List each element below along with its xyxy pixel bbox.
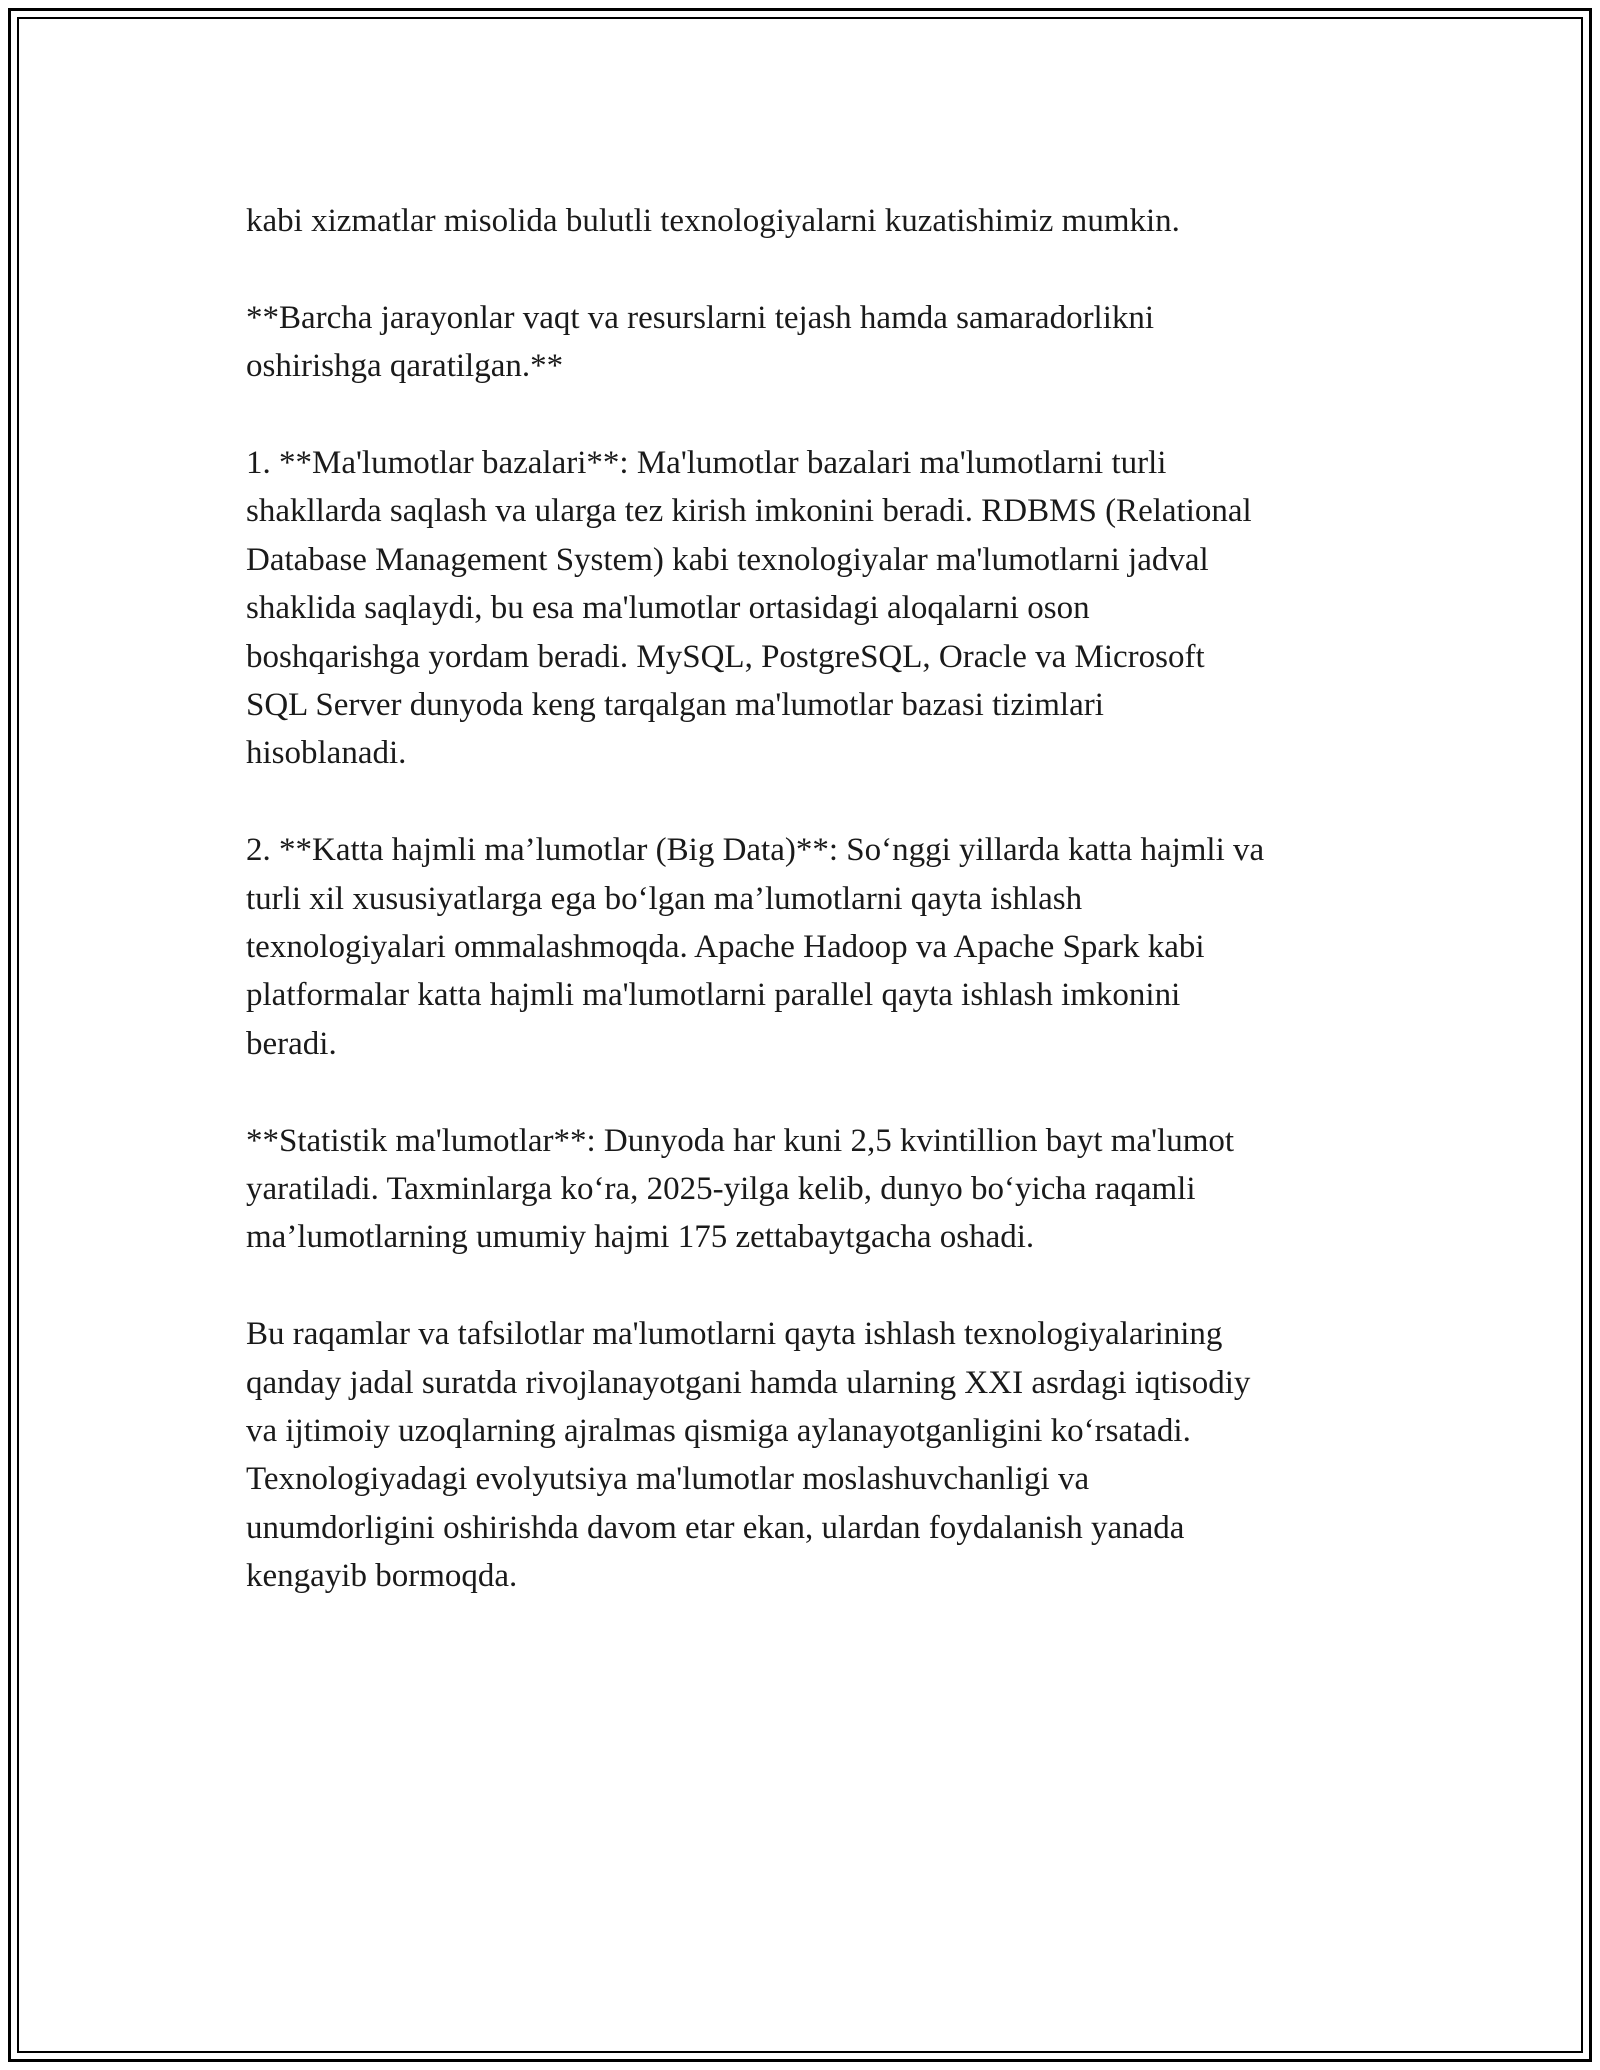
text-line: oshirishga qaratilgan.** xyxy=(246,348,564,385)
text-line: yaratiladi. Taxminlarga ko‘ra, 2025-yilga kelib, dunyo bo‘yicha raqamli xyxy=(246,1171,1196,1208)
text-line: **Statistik ma'lumotlar**: Dunyoda har kuni 2,5 kvintillion bayt ma'lumot xyxy=(246,1122,1235,1159)
text-line: Bu raqamlar va tafsilotlar ma'lumotlarni qayta ishlash texnologiyalarining xyxy=(246,1316,1223,1353)
paragraph-6 xyxy=(246,1310,1386,1600)
text-line: SQL Server dunyoda keng tarqalgan ma'lumotlar bazasi tizimlari xyxy=(246,687,1104,724)
text-line: hisoblanadi. xyxy=(246,735,407,772)
text-line: Texnologiyadagi evolyutsiya ma'lumotlar moslashuvchanligi va xyxy=(246,1461,1090,1498)
text-line: ma’lumotlarning umumiy hajmi 175 zettabaytgacha oshadi. xyxy=(246,1219,1035,1256)
paragraph-1 xyxy=(246,197,1386,245)
text-line: kabi xizmatlar misolida bulutli texnologiyalarni kuzatishimiz mumkin. xyxy=(246,203,1180,239)
text-line: texnologiyalari ommalashmoqda. Apache Hadoop va Apache Spark kabi xyxy=(246,929,1205,966)
paragraph-5 xyxy=(246,1117,1386,1262)
text-line: turli xil xususiyatlarga ega bo‘lgan ma’lumotlarni qayta ishlash xyxy=(246,880,1083,917)
text-line: **Barcha jarayonlar vaqt va resurslarni tejash hamda samaradorlikni xyxy=(246,299,1155,336)
text-line: unumdorligini oshirishda davom etar ekan, ulardan foydalanish yanada xyxy=(246,1509,1185,1546)
text-line: 1. **Ma'lumotlar bazalari**: Ma'lumotlar bazalari ma'lumotlarni turli xyxy=(246,445,1167,481)
text-line: va ijtimoiy uzoqlarning ajralmas qismiga aylanayotganligini ko‘rsatadi. xyxy=(246,1413,1191,1450)
paragraph-4 xyxy=(246,826,1386,1068)
text-line: platformalar katta hajmli ma'lumotlarni parallel qayta ishlash imkonini xyxy=(246,977,1181,1014)
text-line: kengayib bormoqda. xyxy=(246,1558,518,1595)
text-line: shaklida saqlaydi, bu esa ma'lumotlar ortasidagi aloqalarni oson xyxy=(246,590,1090,627)
text-line: shakllarda saqlash va ularga tez kirish imkonini beradi. RDBMS (Relational xyxy=(246,493,1252,530)
text-line: boshqarishga yordam beradi. MySQL, PostgreSQL, Oracle va Microsoft xyxy=(246,638,1205,675)
text-line: Database Management System) kabi texnologiyalar ma'lumotlarni jadval xyxy=(246,541,1209,578)
text-line: qanday jadal suratda rivojlanayotgani hamda ularning XXI asrdagi iqtisodiy xyxy=(246,1364,1251,1401)
document-body xyxy=(246,197,1386,1649)
text-line: beradi. xyxy=(246,1025,337,1062)
document-page xyxy=(8,8,1592,2062)
paragraph-2 xyxy=(246,294,1386,391)
text-line: 2. **Katta hajmli ma’lumotlar (Big Data)**: So‘nggi yillarda katta hajmli va xyxy=(246,832,1265,869)
paragraph-3 xyxy=(246,439,1386,778)
